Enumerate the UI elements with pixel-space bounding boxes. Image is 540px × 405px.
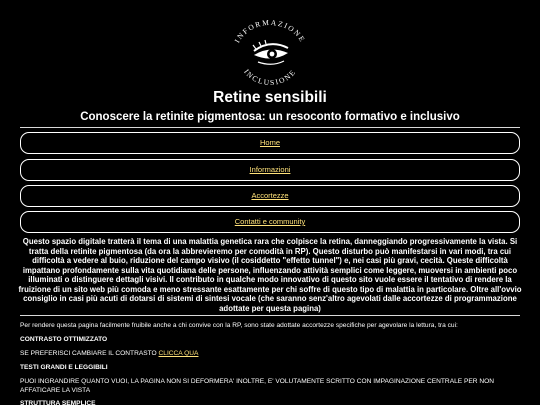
eye-icon xyxy=(226,15,314,87)
accessibility-lead: Per rendere questa pagina facilmente fruibile anche a chi convive con la RP, sono state adottate accortezze specifiche per agevolare la lettura, tra cui: xyxy=(20,322,458,329)
nav-info-button[interactable] xyxy=(20,159,520,181)
contrast-row xyxy=(20,350,530,359)
logo-text-top: INFORMAZIONE xyxy=(232,17,308,45)
logo-text-bottom: INCLUSIONE xyxy=(242,67,298,87)
site-title: Retine sensibili xyxy=(213,89,327,106)
nav-contacts-button[interactable] xyxy=(20,211,520,233)
svg-text:INCLUSIONE xyxy=(242,67,298,87)
page-subtitle: Conoscere la retinite pigmentosa: un resoconto formativo e inclusivo xyxy=(80,111,460,123)
nav-home-label[interactable]: Home xyxy=(259,138,280,147)
divider xyxy=(20,315,520,316)
nav-info-label[interactable]: Informazioni xyxy=(249,165,291,174)
intro-paragraph: Questo spazio digitale tratterà il tema di una malattia genetica rara che colpisce la retina, danneggiando progressivamente la vista. Si tratta della retinite pigmentosa (da ora la abbrevieremo per comodità in RP). Questo disturbo può manifestarsi in vari modi, tra cui difficoltà a vedere al buio, riduzione del campo visivo (il cosiddetto "effetto tunnel") e, nei casi più gravi, cecità. Queste difficoltà impattano profondamente sulla vita quotidiana delle persone, influenzando attività semplici come leggere, muoversi in ambienti poco illuminati o distinguere dettagli visivi. Il contributo in qualche modo innovativo di questo sito vuole essere il tentativo di rendere la fruizione di un sito web più comoda e meno stressante esattamente per chi soffre di questo tipo di malattia in particolare. Oltre all'ovvio consiglio in casi più acuti di dotarsi di sistemi di sintesi vocale (che saranno senz'altro agevolati dalle accortezze di programmazione adottate per questa pagina) xyxy=(18,237,522,313)
contrast-toggle-link[interactable]: CLICCA QUA xyxy=(158,350,199,357)
svg-text:INFORMAZIONE xyxy=(232,18,307,45)
nav-home-button[interactable] xyxy=(20,132,520,154)
nav-accessibility-label[interactable]: Accortezze xyxy=(251,191,289,200)
structure-heading: STRUTTURA SEMPLICE xyxy=(20,400,96,405)
text-size-heading: TESTI GRANDI E LEGGIBILI xyxy=(20,364,108,371)
nav-contacts-label[interactable]: Contatti e community xyxy=(234,217,306,226)
text-size-body: PUOI INGRANDIRE QUANTO VUOI, LA PAGINA NON SI DEFORMERA' INOLTRE, E' VOLUTAMENTE SCRITTO CON IMPAGINAZIONE CENTRALE PER NON AFFATICARE LA VISTA xyxy=(20,378,495,394)
contrast-text: SE PREFERISCI CAMBIARE IL CONTRASTO xyxy=(20,350,157,357)
site-logo xyxy=(226,15,314,87)
divider xyxy=(20,127,520,128)
nav-accessibility-button[interactable] xyxy=(20,185,520,207)
contrast-heading: CONTRASTO OTTIMIZZATO xyxy=(20,336,108,343)
